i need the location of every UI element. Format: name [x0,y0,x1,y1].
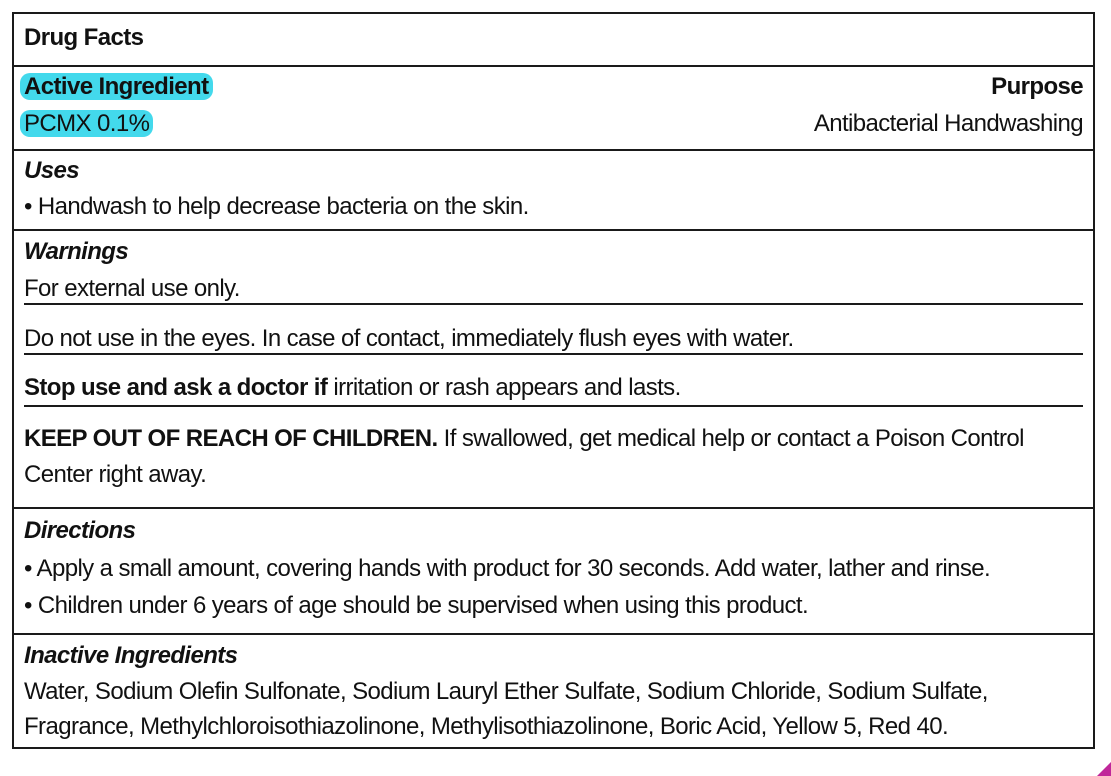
warning-stop-use-text: irritation or rash appears and lasts. [327,374,681,401]
drug-facts-title: Drug Facts [24,24,144,51]
warning-external-use: For external use only. [24,275,240,302]
warning-rule-1 [24,303,1083,305]
active-ingredient-value-row [24,110,1083,138]
purpose-value: Antibacterial Handwashing [813,110,1083,137]
warning-keep-out-bold: KEEP OUT OF REACH OF CHILDREN. [24,425,438,452]
active-ingredient-heading: Active Ingredient [20,73,213,100]
purpose-heading: Purpose [991,73,1083,100]
active-section-rule [14,149,1093,151]
warning-stop-use [24,374,1083,402]
warning-rule-3 [24,405,1083,407]
directions-item-2: • Children under 6 years of age should be supervised when using this product. [24,592,809,619]
directions-heading: Directions [24,517,136,544]
warnings-heading: Warnings [24,238,129,265]
active-ingredient-value: PCMX 0.1% [20,110,153,137]
warning-keep-out-line2: Center right away. [24,461,207,488]
directions-item-1: • Apply a small amount, covering hands with product for 30 seconds. Add water, lather and rinse. [24,555,991,582]
warning-stop-use-bold: Stop use and ask a doctor if [24,374,328,401]
warning-rule-2 [24,353,1083,355]
warnings-section-rule [14,507,1093,509]
inactive-ingredients-heading: Inactive Ingredients [24,642,238,669]
warning-keep-out-text: If swallowed, get medical help or contact a Poison Control [437,425,1024,452]
drug-facts-panel [12,12,1095,749]
title-rule [14,65,1093,67]
warning-keep-out [24,425,1083,453]
inactive-ingredients-line-2: Fragrance, Methylchloroisothiazolinone, Methylisothiazolinone, Boric Acid, Yellow 5, Red 40. [24,713,949,740]
uses-heading: Uses [24,157,79,184]
warning-eyes: Do not use in the eyes. In case of contact, immediately flush eyes with water. [24,325,794,352]
drug-facts-content [24,14,1083,754]
corner-accent [1097,762,1111,776]
active-ingredient-heading-row [24,73,1083,101]
uses-item: • Handwash to help decrease bacteria on the skin. [24,193,529,220]
uses-section-rule [14,229,1093,231]
inactive-ingredients-line-1: Water, Sodium Olefin Sulfonate, Sodium Lauryl Ether Sulfate, Sodium Chloride, Sodium Sulfate, [24,678,988,705]
directions-section-rule [14,633,1093,635]
